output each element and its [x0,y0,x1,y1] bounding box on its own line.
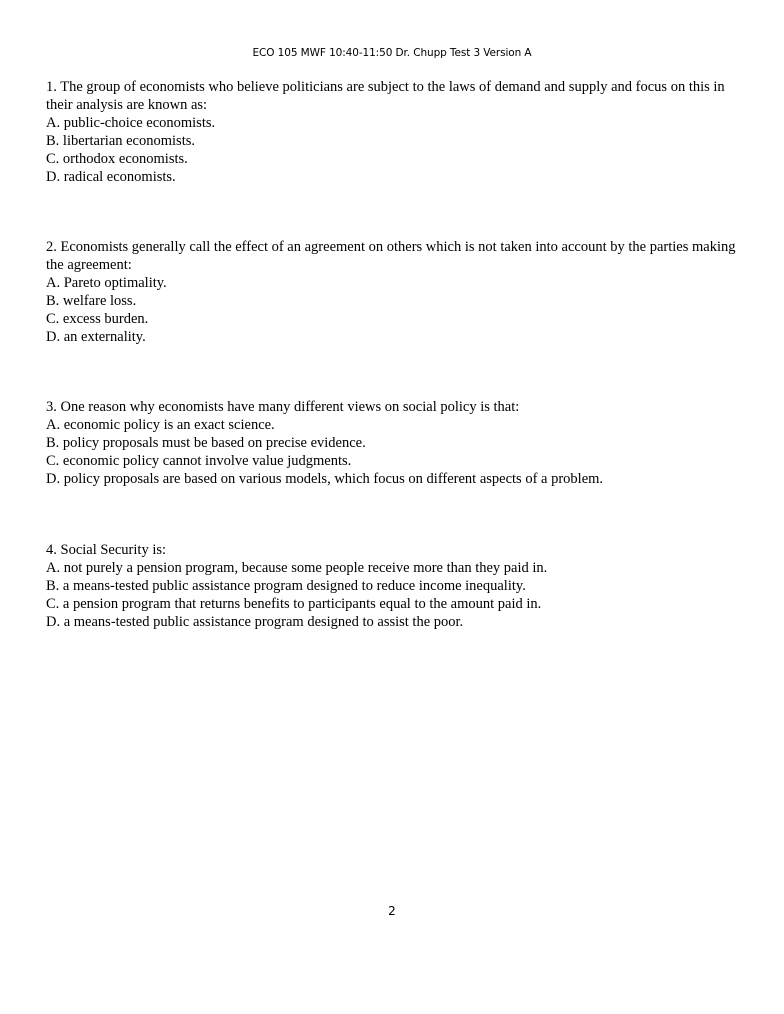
answer-option-a: A. public-choice economists. [46,115,216,131]
answer-option-c: C. orthodox economists. [46,151,188,167]
page-number: 2 [388,904,396,918]
answer-option-a: A. not purely a pension program, because some people receive more than they paid in. [46,560,548,576]
answer-option-a: A. Pareto optimality. [46,275,167,291]
question-4 [46,541,736,631]
question-1 [46,78,736,186]
answer-option-b: B. policy proposals must be based on precise evidence. [46,435,366,451]
answer-option-d: D. an externality. [46,329,146,345]
answer-option-a: A. economic policy is an exact science. [46,417,275,433]
question-stem: 4. Social Security is: [46,542,167,558]
answer-option-b: B. welfare loss. [46,293,137,309]
question-stem: 2. Economists generally call the effect of an agreement on others which is not taken into account by the parties making the agreement: [46,239,736,273]
answer-option-d: D. radical economists. [46,169,176,185]
answer-option-c: C. excess burden. [46,311,149,327]
answer-option-c: C. economic policy cannot involve value judgments. [46,453,352,469]
answer-option-b: B. libertarian economists. [46,133,195,149]
answer-option-c: C. a pension program that returns benefits to participants equal to the amount paid in. [46,596,542,612]
question-stem: 3. One reason why economists have many different views on social policy is that: [46,399,520,415]
question-stem: 1. The group of economists who believe politicians are subject to the laws of demand and supply and focus on this in their analysis are known as: [46,79,725,113]
page-header: ECO 105 MWF 10:40-11:50 Dr. Chupp Test 3 Version A [252,47,532,59]
answer-option-b: B. a means-tested public assistance program designed to reduce income inequality. [46,578,526,594]
answer-option-d: D. policy proposals are based on various models, which focus on different aspects of a problem. [46,471,604,487]
question-2 [46,238,736,346]
question-3 [46,398,736,488]
answer-option-d: D. a means-tested public assistance program designed to assist the poor. [46,614,464,630]
